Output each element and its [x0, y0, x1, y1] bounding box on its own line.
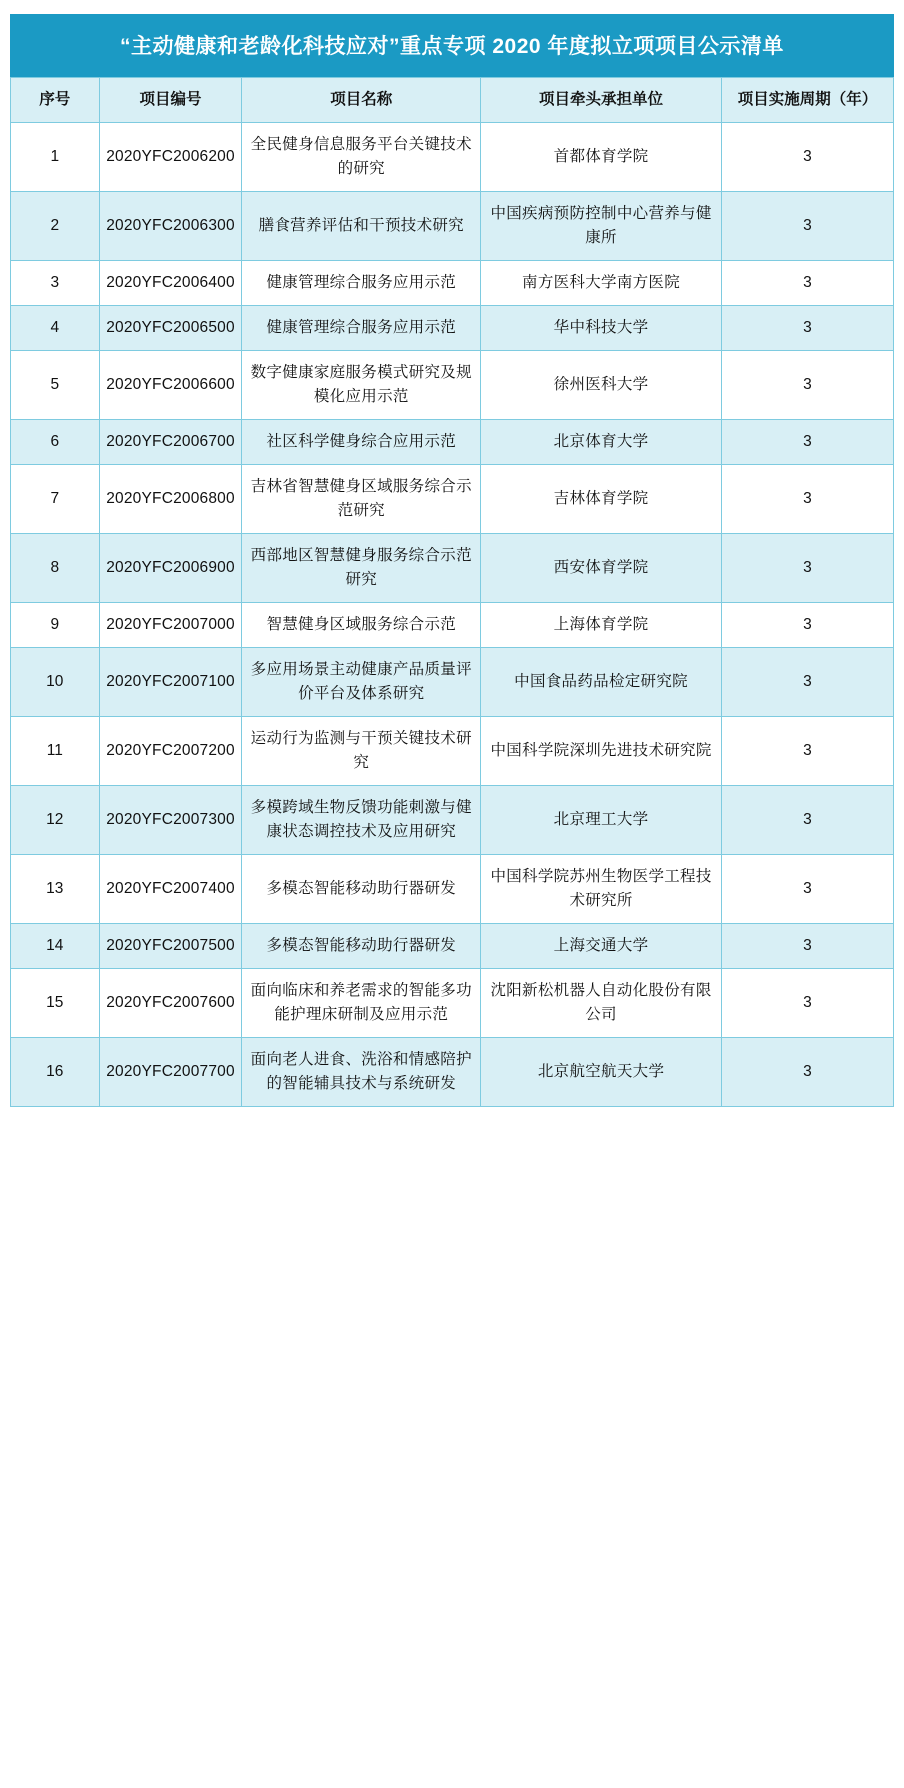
- cell-duration: 3: [721, 924, 893, 969]
- cell-org: 上海体育学院: [481, 603, 722, 648]
- cell-name: 社区科学健身综合应用示范: [242, 420, 481, 465]
- cell-name: 多模跨域生物反馈功能刺激与健康状态调控技术及应用研究: [242, 786, 481, 855]
- cell-no: 3: [11, 261, 100, 306]
- cell-name: 膳食营养评估和干预技术研究: [242, 192, 481, 261]
- cell-org: 中国疾病预防控制中心营养与健康所: [481, 192, 722, 261]
- column-header-no: 序号: [11, 78, 100, 123]
- cell-no: 2: [11, 192, 100, 261]
- table-row: [11, 648, 894, 717]
- cell-org: 中国食品药品检定研究院: [481, 648, 722, 717]
- cell-duration: 3: [721, 969, 893, 1038]
- cell-code: 2020YFC2007700: [99, 1038, 242, 1107]
- cell-code: 2020YFC2007200: [99, 717, 242, 786]
- cell-no: 11: [11, 717, 100, 786]
- cell-org: 北京航空航天大学: [481, 1038, 722, 1107]
- cell-name: 多模态智能移动助行器研发: [242, 924, 481, 969]
- cell-code: 2020YFC2006400: [99, 261, 242, 306]
- cell-name: 面向老人进食、洗浴和情感陪护的智能辅具技术与系统研发: [242, 1038, 481, 1107]
- cell-no: 9: [11, 603, 100, 648]
- cell-org: 北京体育大学: [481, 420, 722, 465]
- cell-duration: 3: [721, 306, 893, 351]
- cell-no: 7: [11, 465, 100, 534]
- cell-duration: 3: [721, 465, 893, 534]
- cell-duration: 3: [721, 420, 893, 465]
- cell-code: 2020YFC2006800: [99, 465, 242, 534]
- cell-duration: 3: [721, 261, 893, 306]
- cell-org: 西安体育学院: [481, 534, 722, 603]
- cell-duration: 3: [721, 855, 893, 924]
- cell-org: 吉林体育学院: [481, 465, 722, 534]
- cell-org: 上海交通大学: [481, 924, 722, 969]
- table-row: [11, 420, 894, 465]
- cell-name: 全民健身信息服务平台关键技术的研究: [242, 123, 481, 192]
- cell-org: 南方医科大学南方医院: [481, 261, 722, 306]
- cell-duration: 3: [721, 192, 893, 261]
- cell-no: 14: [11, 924, 100, 969]
- cell-org: 沈阳新松机器人自动化股份有限公司: [481, 969, 722, 1038]
- cell-code: 2020YFC2007300: [99, 786, 242, 855]
- cell-code: 2020YFC2007400: [99, 855, 242, 924]
- cell-no: 10: [11, 648, 100, 717]
- cell-code: 2020YFC2007100: [99, 648, 242, 717]
- table-row: [11, 717, 894, 786]
- column-header-duration: 项目实施周期（年）: [721, 78, 893, 123]
- table-row: [11, 969, 894, 1038]
- cell-no: 12: [11, 786, 100, 855]
- table-row: [11, 603, 894, 648]
- table-row: [11, 306, 894, 351]
- cell-no: 4: [11, 306, 100, 351]
- cell-name: 健康管理综合服务应用示范: [242, 306, 481, 351]
- cell-name: 多应用场景主动健康产品质量评价平台及体系研究: [242, 648, 481, 717]
- table-row: [11, 192, 894, 261]
- cell-name: 智慧健身区域服务综合示范: [242, 603, 481, 648]
- cell-code: 2020YFC2006600: [99, 351, 242, 420]
- cell-no: 16: [11, 1038, 100, 1107]
- cell-no: 6: [11, 420, 100, 465]
- table-row: [11, 351, 894, 420]
- cell-duration: 3: [721, 123, 893, 192]
- document-title: “主动健康和老龄化科技应对”重点专项 2020 年度拟立项项目公示清单: [10, 14, 894, 77]
- cell-name: 健康管理综合服务应用示范: [242, 261, 481, 306]
- cell-duration: 3: [721, 534, 893, 603]
- table-row: [11, 534, 894, 603]
- cell-code: 2020YFC2007000: [99, 603, 242, 648]
- cell-name: 多模态智能移动助行器研发: [242, 855, 481, 924]
- cell-name: 运动行为监测与干预关键技术研究: [242, 717, 481, 786]
- cell-org: 华中科技大学: [481, 306, 722, 351]
- cell-code: 2020YFC2007500: [99, 924, 242, 969]
- cell-org: 中国科学院深圳先进技术研究院: [481, 717, 722, 786]
- cell-duration: 3: [721, 603, 893, 648]
- cell-name: 数字健康家庭服务模式研究及规模化应用示范: [242, 351, 481, 420]
- project-list-table: [10, 77, 894, 1107]
- cell-code: 2020YFC2006300: [99, 192, 242, 261]
- table-body: [11, 123, 894, 1107]
- cell-duration: 3: [721, 717, 893, 786]
- cell-code: 2020YFC2006700: [99, 420, 242, 465]
- cell-code: 2020YFC2006200: [99, 123, 242, 192]
- cell-name: 西部地区智慧健身服务综合示范研究: [242, 534, 481, 603]
- cell-org: 中国科学院苏州生物医学工程技术研究所: [481, 855, 722, 924]
- table-row: [11, 924, 894, 969]
- cell-no: 13: [11, 855, 100, 924]
- cell-duration: 3: [721, 351, 893, 420]
- cell-duration: 3: [721, 648, 893, 717]
- table-header: [11, 78, 894, 123]
- table-row: [11, 261, 894, 306]
- cell-org: 首都体育学院: [481, 123, 722, 192]
- cell-no: 1: [11, 123, 100, 192]
- cell-name: 吉林省智慧健身区域服务综合示范研究: [242, 465, 481, 534]
- table-row: [11, 123, 894, 192]
- cell-no: 8: [11, 534, 100, 603]
- cell-no: 5: [11, 351, 100, 420]
- cell-code: 2020YFC2006500: [99, 306, 242, 351]
- cell-name: 面向临床和养老需求的智能多功能护理床研制及应用示范: [242, 969, 481, 1038]
- cell-duration: 3: [721, 1038, 893, 1107]
- cell-code: 2020YFC2006900: [99, 534, 242, 603]
- table-row: [11, 855, 894, 924]
- table-row: [11, 786, 894, 855]
- column-header-org: 项目牵头承担单位: [481, 78, 722, 123]
- table-header-row: [11, 78, 894, 123]
- table-row: [11, 465, 894, 534]
- column-header-code: 项目编号: [99, 78, 242, 123]
- cell-duration: 3: [721, 786, 893, 855]
- table-row: [11, 1038, 894, 1107]
- cell-no: 15: [11, 969, 100, 1038]
- cell-code: 2020YFC2007600: [99, 969, 242, 1038]
- cell-org: 徐州医科大学: [481, 351, 722, 420]
- cell-org: 北京理工大学: [481, 786, 722, 855]
- column-header-name: 项目名称: [242, 78, 481, 123]
